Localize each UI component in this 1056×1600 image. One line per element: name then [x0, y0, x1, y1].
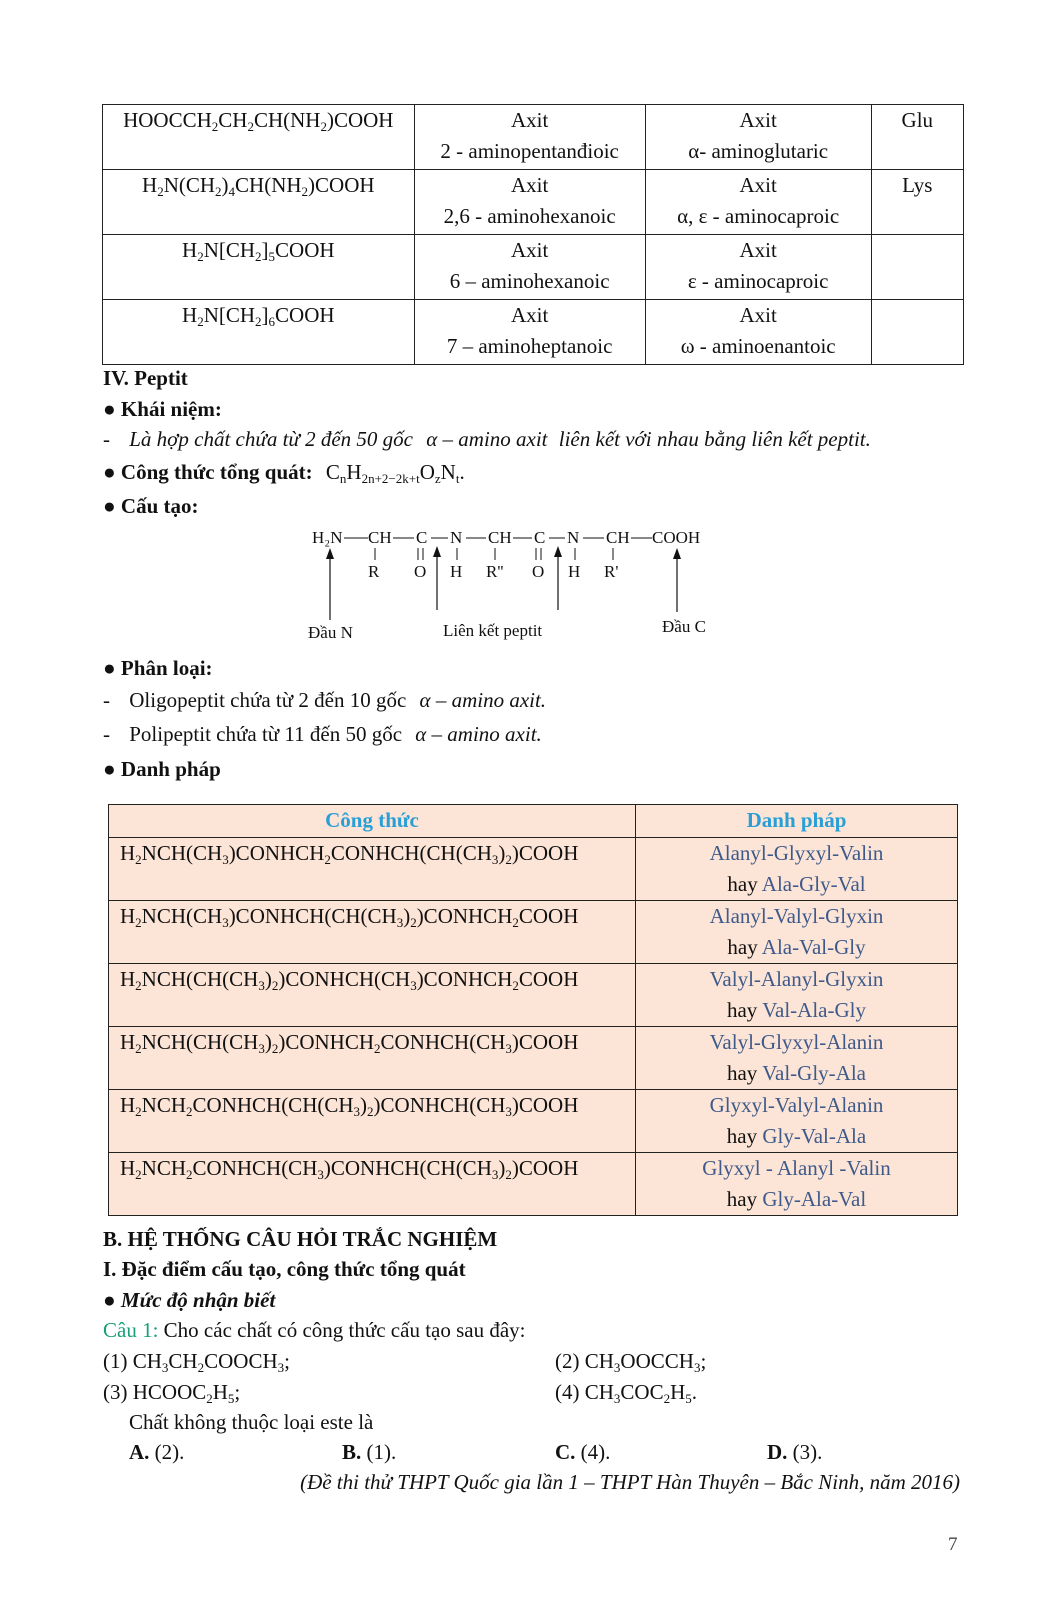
answer-a-text: (2). — [154, 1440, 185, 1464]
section-b-subheading: I. Đặc điểm cấu tạo, công thức tổng quát — [103, 1257, 466, 1281]
aa-semi-name — [645, 105, 871, 170]
chain-cooh: COOH — [652, 528, 701, 547]
chain-ch-1: CH — [368, 528, 392, 547]
aa-sys-line1: Axit — [510, 303, 549, 327]
peptide-name — [636, 1090, 958, 1153]
level-label: ● Mức độ nhận biết — [103, 1288, 276, 1312]
peptide-full-name: Glyxyl - Alanyl -Valin — [702, 1156, 891, 1180]
aa-sys-line1: Axit — [510, 108, 549, 132]
hay-word: hay — [727, 935, 758, 959]
aa-formula: $H_2N[CH_2]_6COOH$ — [103, 300, 415, 365]
question-label: Câu 1: — [103, 1318, 159, 1342]
aa-semi-line2: ω - aminoenantoic — [680, 334, 836, 358]
concept-label: ● Khái niệm: — [103, 397, 222, 421]
sub-o-1: O — [414, 562, 427, 581]
nomenclature-row — [109, 1027, 958, 1090]
peptide-formula: $H_2NCH(CH_3)CONHCH(CH(CH_3)_2)CONHCH_2COOH$ — [109, 901, 636, 964]
peptide-formula: $H_2NCH(CH(CH_3)_2)CONHCH_2CONHCH(CH_3)COOH$ — [109, 1027, 636, 1090]
aa-semi-name — [645, 170, 871, 235]
general-formula: $C_nH_{2n+2-2k+t}O_zN_t$. — [325, 460, 465, 486]
aa-semi-line1: Axit — [739, 303, 777, 327]
aa-sys-line2: 2 - aminopentanđioic — [440, 139, 619, 163]
aa-semi-line1: Axit — [739, 108, 777, 132]
nomenclature-table — [108, 804, 958, 1216]
answer-a[interactable] — [129, 1440, 184, 1465]
c-end-label: Đầu C — [662, 617, 706, 636]
aa-row — [103, 300, 964, 365]
nomenclature-label: ● Danh pháp — [103, 757, 221, 781]
chain-n-1: N — [450, 528, 463, 547]
oligo-line — [103, 688, 546, 713]
concept-text-a: Là hợp chất chứa từ 2 đến 50 gốc — [129, 427, 413, 451]
answer-d-text: (3). — [792, 1440, 823, 1464]
aa-formula: $HOOCCH_2CH_2CH(NH_2)COOH$ — [103, 105, 415, 170]
peptide-abbr: Val-Ala-Gly — [762, 998, 866, 1022]
peptide-structure-diagram — [300, 528, 780, 668]
peptide-formula: $H_2NCH_2CONHCH(CH(CH_3)_2)CONHCH(CH_3)COOH$ — [109, 1090, 636, 1153]
sub-h-2: H — [568, 562, 581, 581]
classification-label: ● Phân loại: — [103, 656, 213, 680]
aa-systematic-name — [414, 300, 645, 365]
chain-h2n: H₂N — [312, 528, 343, 547]
sub-r2: R'' — [486, 562, 504, 581]
page-number: 7 — [948, 1534, 958, 1555]
amino-acid-table — [102, 104, 964, 365]
aa-formula: $H_2N[CH_2]_5COOH$ — [103, 235, 415, 300]
chain-n-2: N — [567, 528, 580, 547]
peptit-heading: IV. Peptit — [103, 366, 188, 390]
dash: - — [103, 722, 110, 746]
aa-abbreviation — [871, 300, 963, 365]
source-citation: (Đề thi thử THPT Quốc gia lần 1 – THPT Hàn Thuyên – Bắc Ninh, năm 2016) — [300, 1470, 960, 1494]
chain-ch-3: CH — [606, 528, 630, 547]
aa-row — [103, 105, 964, 170]
aa-semi-line1: Axit — [739, 173, 777, 197]
aa-sys-line2: 2,6 - aminohexanoic — [443, 204, 616, 228]
sub-r: R — [368, 562, 380, 581]
dash: - — [103, 427, 110, 451]
general-formula-line — [103, 460, 465, 485]
hay-word: hay — [726, 1124, 758, 1148]
option-3: (3) $HCOOC_2H_5$; — [103, 1380, 241, 1406]
peptide-bond-label: Liên kết peptit — [443, 621, 543, 640]
aa-systematic-name — [414, 105, 645, 170]
peptide-abbr: Gly-Ala-Val — [762, 1187, 867, 1211]
peptide-abbr: Val-Gly-Ala — [762, 1061, 866, 1085]
answer-a-letter: A. — [129, 1440, 150, 1464]
peptide-formula: $H_2NCH(CH_3)CONHCH_2CONHCH(CH(CH_3)_2)COOH$ — [109, 838, 636, 901]
question-intro: Cho các chất có công thức cấu tạo sau đây: — [163, 1318, 526, 1342]
nomenclature-row — [109, 1090, 958, 1153]
peptide-full-name: Alanyl-Glyxyl-Valin — [709, 841, 884, 865]
question-1-line — [103, 1318, 526, 1343]
header-name: Danh pháp — [636, 805, 958, 838]
answer-c[interactable] — [555, 1440, 610, 1465]
aa-sys-line1: Axit — [510, 238, 549, 262]
aa-abbreviation: Lys — [871, 170, 963, 235]
aa-semi-line2: α- aminoglutaric — [688, 139, 829, 163]
hay-word: hay — [726, 1061, 758, 1085]
aa-row — [103, 235, 964, 300]
answer-c-text: (4). — [580, 1440, 611, 1464]
option-2: (2) $CH_3OOCCH_3$; — [555, 1349, 707, 1375]
answer-d-letter: D. — [767, 1440, 788, 1464]
poly-text: Polipeptit chứa từ 11 đến 50 gốc — [129, 722, 403, 746]
sub-o-2: O — [532, 562, 545, 581]
aa-systematic-name — [414, 235, 645, 300]
aa-abbreviation: Glu — [871, 105, 963, 170]
peptide-full-name: Valyl-Alanyl-Glyxin — [709, 967, 884, 991]
poly-amino: α – amino axit. — [415, 722, 542, 746]
peptide-name — [636, 838, 958, 901]
aa-semi-line1: Axit — [739, 238, 777, 262]
aa-semi-name — [645, 235, 871, 300]
hay-word: hay — [726, 1187, 758, 1211]
peptide-name — [636, 964, 958, 1027]
peptide-full-name: Glyxyl-Valyl-Alanin — [709, 1093, 884, 1117]
answer-b[interactable] — [342, 1440, 396, 1465]
peptide-name — [636, 901, 958, 964]
structure-label: ● Cấu tạo: — [103, 494, 199, 518]
peptide-abbr: Ala-Gly-Val — [761, 872, 866, 896]
peptide-name — [636, 1027, 958, 1090]
peptide-full-name: Valyl-Glyxyl-Alanin — [709, 1030, 884, 1054]
aa-sys-line2: 6 – aminohexanoic — [449, 269, 610, 293]
chain-c-1: C — [416, 528, 428, 547]
sub-h-1: H — [450, 562, 463, 581]
oligo-amino: α – amino axit. — [419, 688, 547, 712]
question-stem: Chất không thuộc loại este là — [129, 1410, 374, 1434]
peptide-name — [636, 1153, 958, 1216]
section-b-heading: B. HỆ THỐNG CÂU HỎI TRẮC NGHIỆM — [103, 1227, 498, 1251]
aa-semi-line2: α, ε - aminocaproic — [677, 204, 840, 228]
hay-word: hay — [726, 998, 758, 1022]
peptide-full-name: Alanyl-Valyl-Glyxin — [709, 904, 884, 928]
concept-amino: α – amino axit — [426, 427, 548, 451]
nomenclature-row — [109, 901, 958, 964]
chain-c-2: C — [534, 528, 546, 547]
chain-ch-2: CH — [488, 528, 512, 547]
aa-sys-line2: 7 – aminoheptanoic — [446, 334, 613, 358]
hay-word: hay — [727, 872, 758, 896]
dash: - — [103, 688, 110, 712]
option-1: (1) $CH_3CH_2COOCH_3$; — [103, 1349, 290, 1375]
answer-b-text: (1). — [366, 1440, 397, 1464]
n-end-label: Đầu N — [308, 623, 353, 642]
concept-text-c: liên kết với nhau bằng liên kết peptit. — [558, 427, 871, 451]
header-formula: Công thức — [109, 805, 636, 838]
nomenclature-row — [109, 1153, 958, 1216]
peptide-formula: $H_2NCH_2CONHCH(CH_3)CONHCH(CH(CH_3)_2)COOH$ — [109, 1153, 636, 1216]
peptide-formula: $H_2NCH(CH(CH_3)_2)CONHCH(CH_3)CONHCH_2COOH$ — [109, 964, 636, 1027]
aa-abbreviation — [871, 235, 963, 300]
aa-sys-line1: Axit — [510, 173, 549, 197]
oligo-text: Oligopeptit chứa từ 2 đến 10 gốc — [129, 688, 407, 712]
concept-line — [103, 427, 871, 452]
answer-d[interactable] — [767, 1440, 822, 1465]
answer-b-letter: B. — [342, 1440, 362, 1464]
poly-line — [103, 722, 542, 747]
nomenclature-row — [109, 838, 958, 901]
peptide-abbr: Ala-Val-Gly — [761, 935, 866, 959]
aa-semi-name — [645, 300, 871, 365]
general-label: ● Công thức tổng quát: — [103, 460, 313, 484]
peptide-abbr: Gly-Val-Ala — [762, 1124, 867, 1148]
option-4: (4) $CH_3COC_2H_5$. — [555, 1380, 698, 1406]
nomenclature-row — [109, 964, 958, 1027]
aa-row — [103, 170, 964, 235]
sub-r3: R' — [604, 562, 619, 581]
aa-formula: $H_2N(CH_2)_4CH(NH_2)COOH$ — [103, 170, 415, 235]
aa-semi-line2: ε - aminocaproic — [687, 269, 829, 293]
answer-c-letter: C. — [555, 1440, 576, 1464]
aa-systematic-name — [414, 170, 645, 235]
